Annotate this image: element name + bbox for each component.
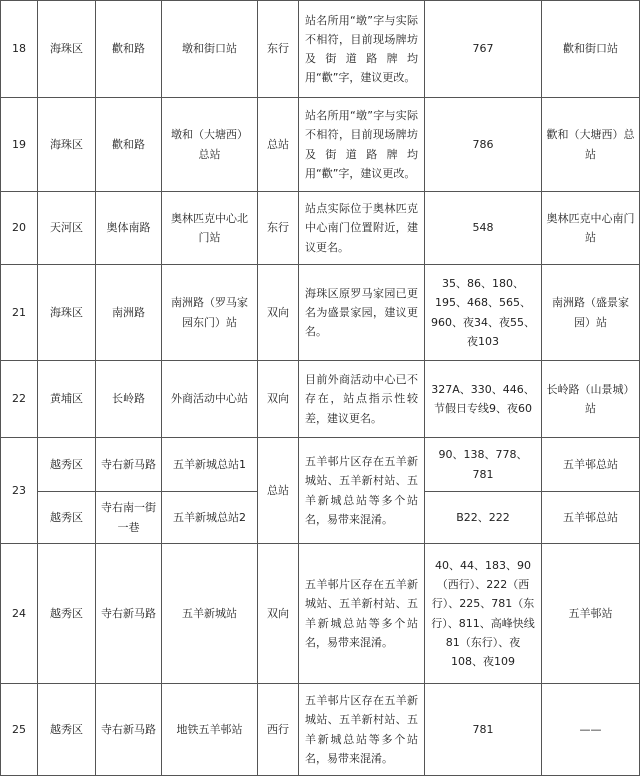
- lines-cell: 40、44、183、90（西行）、222（西行）、225、781（东行）、811、高峰快线81（东行）、夜108、夜109: [425, 544, 542, 684]
- row-number: 23: [1, 438, 38, 544]
- district-cell: 越秀区: [38, 492, 96, 544]
- reason-cell: 五羊邨片区存在五羊新城站、五羊新村站、五羊新城总站等多个站名，易带来混淆。: [299, 438, 425, 544]
- station-cell: 南洲路（罗马家园东门）站: [162, 265, 258, 361]
- station-cell: 墩和（大塘西）总站: [162, 98, 258, 192]
- road-cell: 奥体南路: [96, 192, 162, 265]
- reason-cell: 站名所用“墩”字与实际不相符，目前现场牌坊及街道路牌均用“歡”字，建议更改。: [299, 1, 425, 98]
- station-cell: 奥林匹克中心北门站: [162, 192, 258, 265]
- table-row: [1, 1, 640, 98]
- lines-cell: 786: [425, 98, 542, 192]
- reason-cell: 站点实际位于奥林匹克中心南门位置附近，建议更名。: [299, 192, 425, 265]
- table-row: [1, 265, 640, 361]
- row-number: 18: [1, 1, 38, 98]
- lines-cell: B22、222: [425, 492, 542, 544]
- lines-cell: 767: [425, 1, 542, 98]
- reason-cell: 目前外商活动中心已不存在，站点指示性较差，建议更名。: [299, 361, 425, 438]
- district-cell: 海珠区: [38, 1, 96, 98]
- reason-cell: 五羊邨片区存在五羊新城站、五羊新村站、五羊新城总站等多个站名，易带来混淆。: [299, 544, 425, 684]
- road-cell: 寺右南一街一巷: [96, 492, 162, 544]
- row-number: 21: [1, 265, 38, 361]
- station-cell: 五羊新城总站1: [162, 438, 258, 492]
- direction-cell: 总站: [258, 438, 299, 544]
- district-cell: 越秀区: [38, 438, 96, 492]
- station-cell: 墩和街口站: [162, 1, 258, 98]
- station-cell: 五羊新城总站2: [162, 492, 258, 544]
- direction-cell: 东行: [258, 1, 299, 98]
- district-cell: 海珠区: [38, 98, 96, 192]
- row-number: 24: [1, 544, 38, 684]
- station-cell: 外商活动中心站: [162, 361, 258, 438]
- row-number: 19: [1, 98, 38, 192]
- road-cell: 寺右新马路: [96, 544, 162, 684]
- new-name-cell: 五羊邨总站: [542, 438, 640, 492]
- direction-cell: 双向: [258, 265, 299, 361]
- road-cell: 长岭路: [96, 361, 162, 438]
- row-number: 25: [1, 684, 38, 776]
- district-cell: 越秀区: [38, 544, 96, 684]
- road-cell: 寺右新马路: [96, 438, 162, 492]
- reason-cell: 站名所用“墩”字与实际不相符，目前现场牌坊及街道路牌均用“歡”字，建议更改。: [299, 98, 425, 192]
- reason-cell: 五羊邨片区存在五羊新城站、五羊新村站、五羊新城总站等多个站名，易带来混淆。: [299, 684, 425, 776]
- table-row: [1, 684, 640, 776]
- direction-cell: 西行: [258, 684, 299, 776]
- district-cell: 海珠区: [38, 265, 96, 361]
- new-name-cell: 五羊邨站: [542, 544, 640, 684]
- road-cell: 寺右新马路: [96, 684, 162, 776]
- district-cell: 越秀区: [38, 684, 96, 776]
- new-name-cell: 歡和（大塘西）总站: [542, 98, 640, 192]
- lines-cell: 781: [425, 684, 542, 776]
- new-name-cell: 长岭路（山景城）站: [542, 361, 640, 438]
- table-row: [1, 438, 640, 492]
- row-number: 22: [1, 361, 38, 438]
- road-cell: 南洲路: [96, 265, 162, 361]
- direction-cell: 双向: [258, 361, 299, 438]
- lines-cell: 548: [425, 192, 542, 265]
- lines-cell: 90、138、778、781: [425, 438, 542, 492]
- table-row: [1, 544, 640, 684]
- direction-cell: 总站: [258, 98, 299, 192]
- new-name-cell: 歡和街口站: [542, 1, 640, 98]
- table-row: [1, 192, 640, 265]
- new-name-cell: 南洲路（盛景家园）站: [542, 265, 640, 361]
- row-number: 20: [1, 192, 38, 265]
- district-cell: 黄埔区: [38, 361, 96, 438]
- road-cell: 歡和路: [96, 1, 162, 98]
- new-name-cell: 五羊邨总站: [542, 492, 640, 544]
- district-cell: 天河区: [38, 192, 96, 265]
- new-name-cell: 奥林匹克中心南门站: [542, 192, 640, 265]
- direction-cell: 东行: [258, 192, 299, 265]
- lines-cell: 327A、330、446、节假日专线9、夜60: [425, 361, 542, 438]
- new-name-cell: ——: [542, 684, 640, 776]
- table-row: [1, 361, 640, 438]
- station-cell: 地铁五羊邨站: [162, 684, 258, 776]
- station-cell: 五羊新城站: [162, 544, 258, 684]
- reason-cell: 海珠区原罗马家园已更名为盛景家园，建议更名。: [299, 265, 425, 361]
- road-cell: 歡和路: [96, 98, 162, 192]
- table-row: [1, 98, 640, 192]
- lines-cell: 35、86、180、195、468、565、960、夜34、夜55、夜103: [425, 265, 542, 361]
- direction-cell: 双向: [258, 544, 299, 684]
